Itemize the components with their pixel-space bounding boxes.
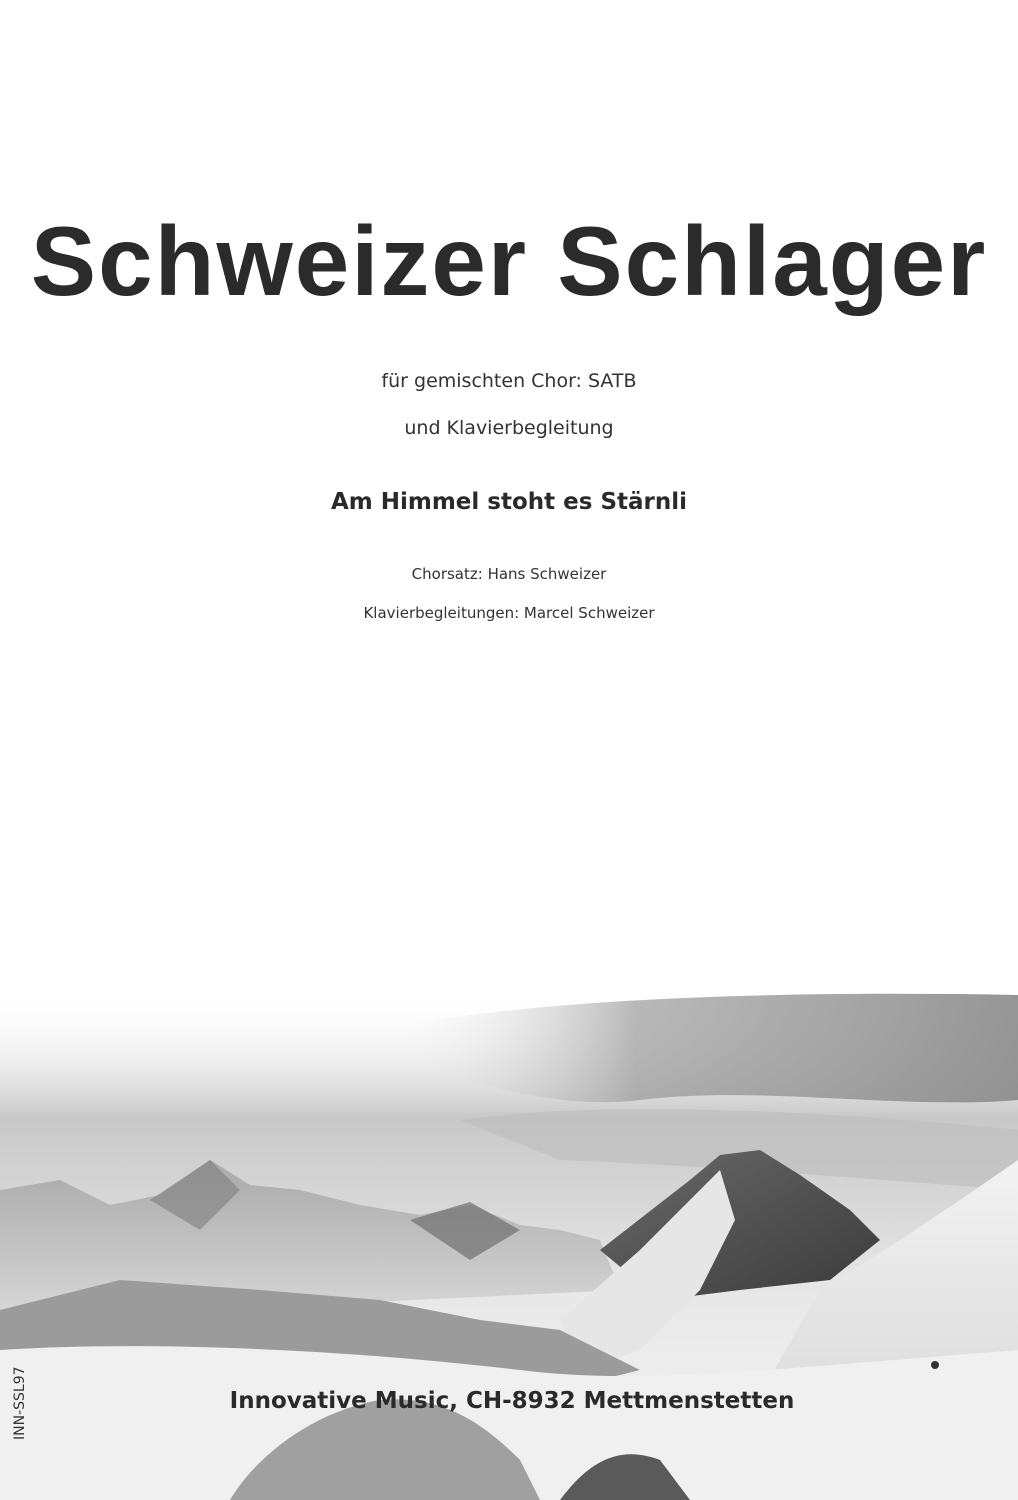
song-title: Am Himmel stoht es Stärnli: [330, 489, 688, 515]
mountain-landscape-photo: [0, 990, 1018, 1500]
catalog-number: INN-SSL97: [12, 1366, 28, 1440]
credit-choir-arrangement: Chorsatz: Hans Schweizer: [411, 565, 607, 583]
publisher-imprint: Innovative Music, CH-8932 Mettmenstetten: [229, 1388, 795, 1414]
main-title: Schweizer Schlager: [30, 206, 988, 316]
subtitle-ensemble: für gemischten Chor: SATB: [381, 370, 637, 392]
subtitle-accompaniment: und Klavierbegleitung: [404, 417, 614, 439]
credit-piano-accompaniment: Klavierbegleitungen: Marcel Schweizer: [363, 604, 655, 622]
